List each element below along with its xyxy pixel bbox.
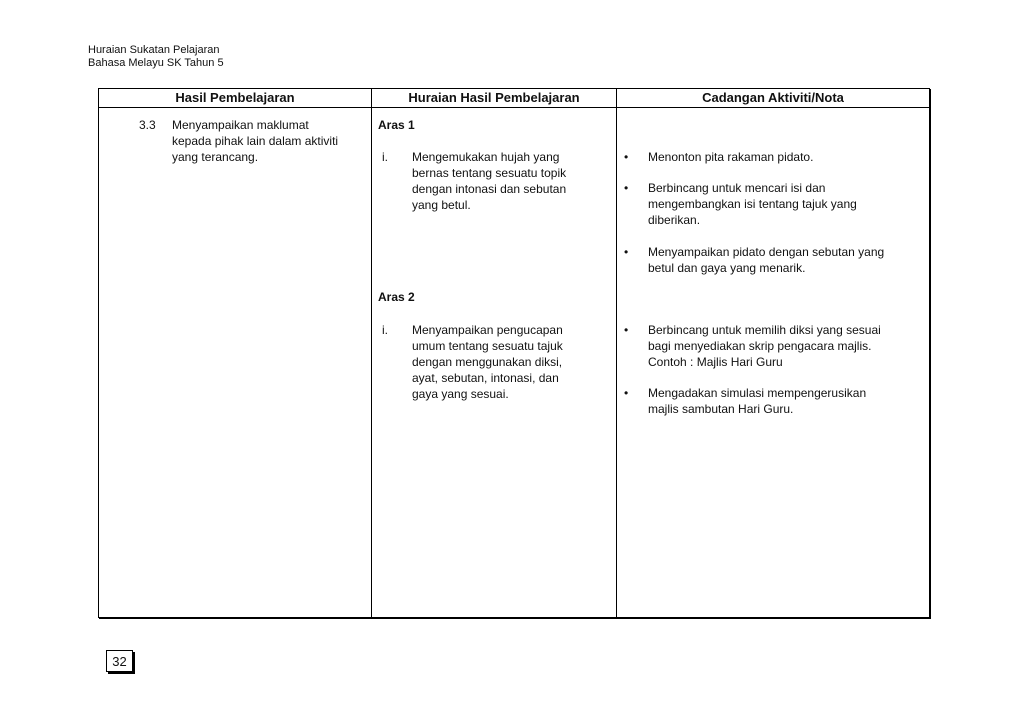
aras-1-item-marker: i. xyxy=(382,150,388,164)
outcome-code: 3.3 xyxy=(139,118,156,132)
aras-2-line: umum tentang sesuatu tajuk xyxy=(412,339,563,353)
column-header-hasil: Hasil Pembelajaran xyxy=(175,90,295,105)
activity-line: diberikan. xyxy=(648,213,701,227)
column-divider xyxy=(371,89,372,617)
activity-line: Berbincang untuk mencari isi dan xyxy=(648,181,826,195)
aras-1-line: bernas tentang sesuatu topik xyxy=(412,166,567,180)
activity-line: bagi menyediakan skrip pengacara majlis. xyxy=(648,339,872,353)
aras-2-line: dengan menggunakan diksi, xyxy=(412,355,563,369)
column-header-cadangan: Cadangan Aktiviti/Nota xyxy=(702,90,844,105)
activity-line: Berbincang untuk memilih diksi yang sesuai xyxy=(648,323,881,337)
aras-2-title: Aras 2 xyxy=(378,290,415,304)
bullet-icon: • xyxy=(624,181,629,195)
bullet-icon: • xyxy=(624,150,629,164)
activity-line: Contoh : Majlis Hari Guru xyxy=(648,355,783,369)
aras-2-line: ayat, sebutan, intonasi, dan xyxy=(412,371,559,385)
document-header-subtitle: Bahasa Melayu SK Tahun 5 xyxy=(88,57,224,69)
aras-1-title: Aras 1 xyxy=(378,118,415,132)
activity-line: Menyampaikan pidato dengan sebutan yang xyxy=(648,245,885,259)
activity-line: mengembangkan isi tentang tajuk yang xyxy=(648,197,857,211)
activity-line: Menonton pita rakaman pidato. xyxy=(648,150,814,164)
page-number: 32 xyxy=(106,650,133,672)
aras-1-line: Mengemukakan hujah yang xyxy=(412,150,560,164)
bullet-icon: • xyxy=(624,245,629,259)
aras-2-line: gaya yang sesuai. xyxy=(412,387,509,401)
syllabus-table xyxy=(98,88,930,618)
activity-line: betul dan gaya yang menarik. xyxy=(648,261,806,275)
aras-2-line: Menyampaikan pengucapan xyxy=(412,323,563,337)
document-header-title: Huraian Sukatan Pelajaran xyxy=(88,44,220,56)
table-header-row xyxy=(99,89,929,108)
activity-line: majlis sambutan Hari Guru. xyxy=(648,402,794,416)
aras-1-line: dengan intonasi dan sebutan xyxy=(412,182,567,196)
activity-line: Mengadakan simulasi mempengerusikan xyxy=(648,386,867,400)
outcome-line: kepada pihak lain dalam aktiviti xyxy=(172,134,339,148)
bullet-icon: • xyxy=(624,386,629,400)
column-divider xyxy=(616,89,617,617)
outcome-line: yang terancang. xyxy=(172,150,259,164)
aras-2-item-marker: i. xyxy=(382,323,388,337)
column-header-huraian: Huraian Hasil Pembelajaran xyxy=(408,90,580,105)
bullet-icon: • xyxy=(624,323,629,337)
outcome-line: Menyampaikan maklumat xyxy=(172,118,309,132)
aras-1-line: yang betul. xyxy=(412,198,471,212)
